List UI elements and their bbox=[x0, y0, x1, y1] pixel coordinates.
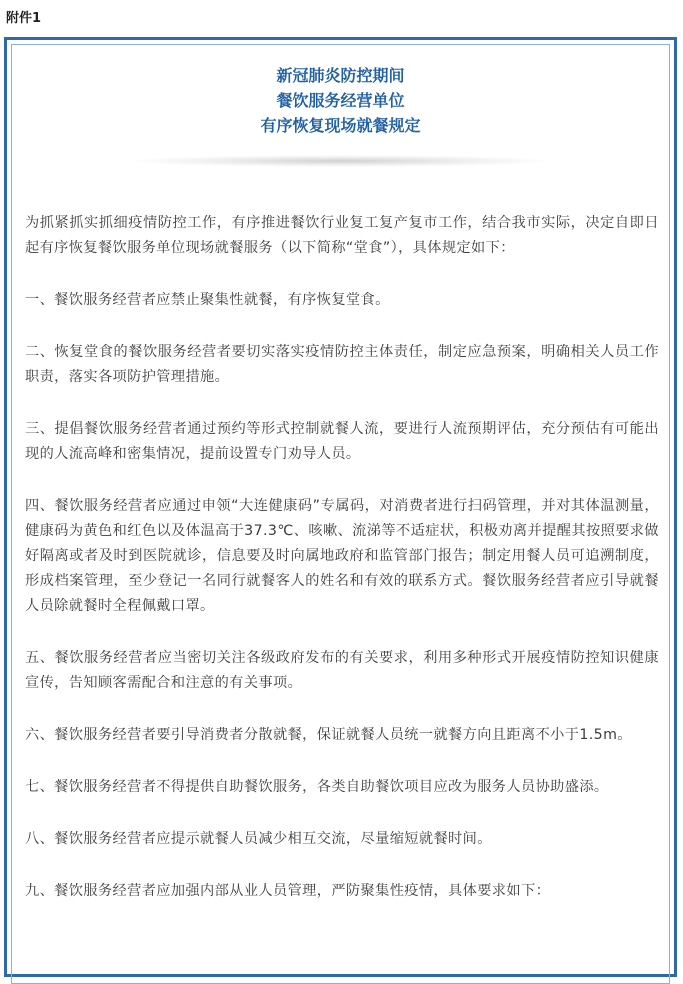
rule-paragraph-5: 五、餐饮服务经营者应当密切关注各级政府发布的有关要求，利用多种形式开展疫情防控知识健康宣传，告知顾客需配合和注意的有关事项。 bbox=[25, 650, 659, 691]
rule-paragraph-1: 一、餐饮服务经营者应禁止聚集性就餐，有序恢复堂食。 bbox=[25, 292, 390, 308]
rule-paragraph-6: 六、餐饮服务经营者要引导消费者分散就餐，保证就餐人员统一就餐方向且距离不小于1.5m。 bbox=[25, 727, 632, 743]
rule-paragraph-8: 八、餐饮服务经营者应提示就餐人员减少相互交流，尽量缩短就餐时间。 bbox=[25, 831, 492, 847]
document-inner-border bbox=[11, 44, 670, 984]
rule-paragraph-4: 四、餐饮服务经营者应通过申领“大连健康码”专属码，对消费者进行扫码管理，并对其体温测量，健康码为黄色和红色以及体温高于37.3℃、咳嗽、流涕等不适症状，积极劝离并提醒其按照要求做好隔离或者及时到医院就诊，信息要及时向属地政府和监管部门报告；制定用餐人员可追溯制度，形成档案管理，至少登记一名同行就餐客人的姓名和有效的联系方式。餐饮服务经营者应引导就餐人员除就餐时全程佩戴口罩。 bbox=[25, 498, 659, 614]
document-title bbox=[12, 63, 669, 138]
document-frame bbox=[4, 37, 677, 977]
title-line-1: 新冠肺炎防控期间 bbox=[276, 66, 405, 85]
title-divider-shadow bbox=[132, 155, 549, 167]
attachment-label: 附件1 bbox=[6, 11, 42, 26]
rule-paragraph-9: 九、餐饮服务经营者应加强内部从业人员管理，严防聚集性疫情，具体要求如下： bbox=[25, 883, 551, 899]
title-line-3: 有序恢复现场就餐规定 bbox=[260, 116, 421, 135]
rule-paragraph-3: 三、提倡餐饮服务经营者通过预约等形式控制就餐人流，要进行人流预期评估，充分预估有可能出现的人流高峰和密集情况，提前设置专门劝导人员。 bbox=[25, 421, 659, 462]
intro-paragraph: 为抓紧抓实抓细疫情防控工作，有序推进餐饮行业复工复产复市工作，结合我市实际，决定自即日起有序恢复餐饮服务单位现场就餐服务（以下简称“堂食”），具体规定如下： bbox=[25, 215, 659, 256]
rule-paragraph-7: 七、餐饮服务经营者不得提供自助餐饮服务，各类自助餐饮项目应改为服务人员协助盛添。 bbox=[25, 779, 609, 795]
rule-paragraph-2: 二、恢复堂食的餐饮服务经营者要切实落实疫情防控主体责任，制定应急预案，明确相关人员工作职责，落实各项防护管理措施。 bbox=[25, 344, 659, 385]
title-line-2: 餐饮服务经营单位 bbox=[276, 91, 405, 110]
document-body bbox=[25, 211, 659, 931]
